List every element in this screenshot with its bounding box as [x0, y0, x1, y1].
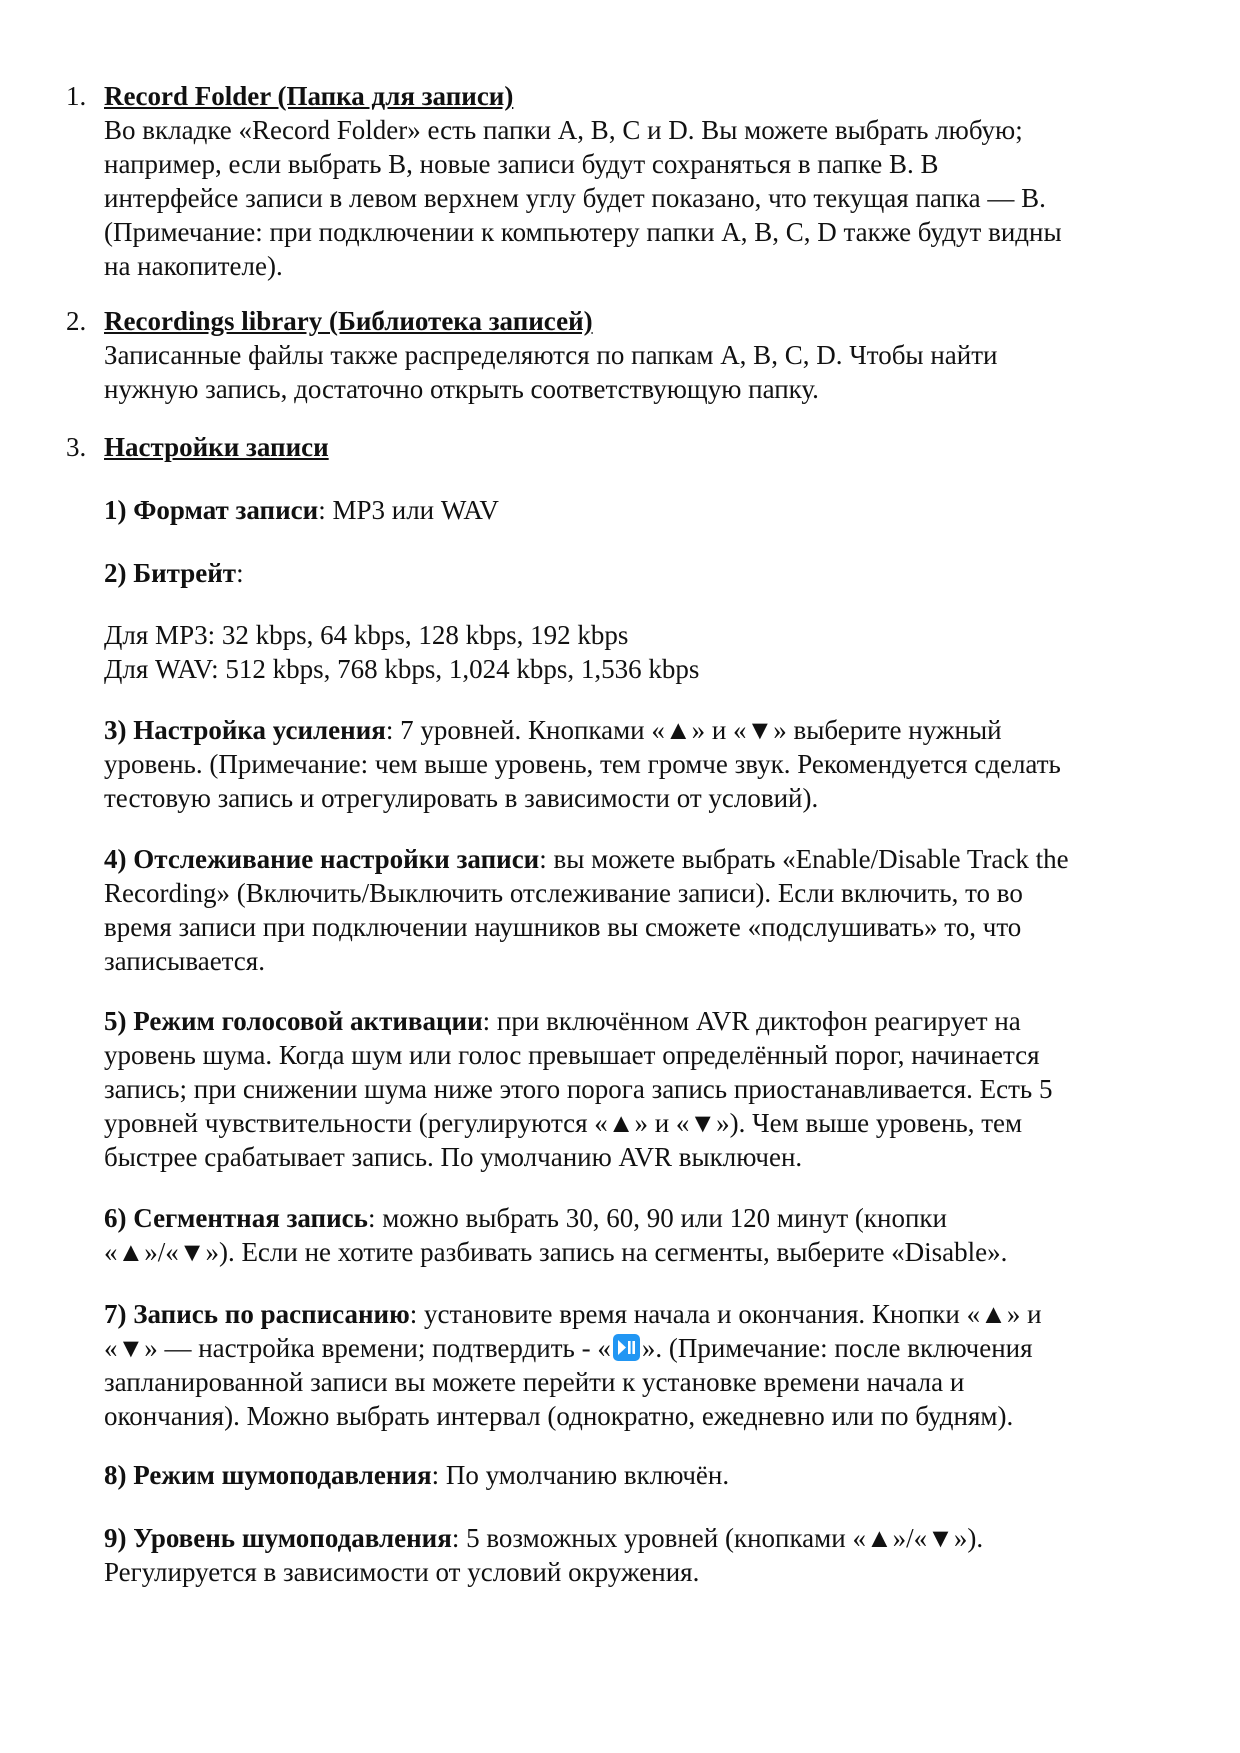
bitrate-values: [104, 618, 1184, 686]
setting-noise-reduction-level: [104, 1521, 1184, 1589]
text-line: окончания). Можно выбрать интервал (однократно, ежедневно или по будням).: [104, 1401, 1014, 1431]
text-line: уровень. (Примечание: чем выше уровень, тем громче звук. Рекомендуется сделать: [104, 749, 1061, 779]
setting-text: : 5 возможных уровней (кнопками «▲»/«▼»).: [451, 1523, 984, 1553]
setting-schedule: [104, 1297, 1184, 1433]
setting-title: 7) Запись по расписанию: [104, 1299, 410, 1329]
setting-text: : По умолчанию включён.: [431, 1460, 730, 1490]
setting-title: 2) Битрейт: [104, 558, 237, 588]
bitrate-wav: Для WAV: 512 kbps, 768 kbps, 1,024 kbps, 1,536 kbps: [104, 654, 700, 684]
setting-text: : MP3 или WAV: [318, 495, 499, 525]
text-line: «▲»/«▼»). Если не хотите разбивать запись на сегменты, выберите «Disable».: [104, 1237, 1008, 1267]
list-number: 3.: [66, 432, 87, 462]
setting-title: 3) Настройка усиления: [104, 715, 386, 745]
setting-tracking: [104, 842, 1184, 978]
text-line: запись; при снижении шума ниже этого порога запись приостанавливается. Есть 5: [104, 1074, 1053, 1104]
setting-title: 6) Сегментная запись: [104, 1203, 368, 1233]
text-line: Recording» (Включить/Выключить отслеживание записи). Если включить, то во: [104, 878, 1023, 908]
setting-title: 4) Отслеживание настройки записи: [104, 844, 540, 874]
text-line: уровней чувствительности (регулируются «▲» и «▼»). Чем выше уровень, тем: [104, 1108, 1023, 1138]
section-paragraph: [104, 338, 1224, 406]
section-heading: Recordings library (Библиотека записей): [104, 306, 593, 336]
text-line: Во вкладке «Record Folder» есть папки A, B, C и D. Вы можете выбрать любую;: [104, 115, 1023, 145]
setting-text: : при включённом AVR диктофон реагирует на: [482, 1006, 1021, 1036]
setting-title: 8) Режим шумоподавления: [104, 1460, 432, 1490]
setting-text: : 7 уровней. Кнопками «▲» и «▼» выберите нужный: [385, 715, 1002, 745]
text-line: запланированной записи вы можете перейти к установке времени начала и: [104, 1367, 965, 1397]
list-number: 2.: [66, 306, 87, 336]
text-fragment: «▼» — настройка времени; подтвердить - «: [104, 1333, 611, 1363]
text-line: Регулируется в зависимости от условий окружения.: [104, 1557, 700, 1587]
text-line: записывается.: [104, 946, 265, 976]
section-heading: Record Folder (Папка для записи): [104, 81, 514, 111]
text-line: уровень шума. Когда шум или голос превышает определённый порог, начинается: [104, 1040, 1040, 1070]
text-line: на накопителе).: [104, 251, 283, 281]
setting-text: : вы можете выбрать «Enable/Disable Track the: [539, 844, 1069, 874]
setting-noise-reduction-mode: [104, 1458, 1184, 1492]
setting-format: [104, 493, 1184, 527]
text-fragment: ». (Примечание: после включения: [641, 1333, 1033, 1363]
text-line: интерфейсе записи в левом верхнем углу будет показано, что текущая папка — B.: [104, 183, 1046, 213]
setting-text: : установите время начала и окончания. Кнопки «▲» и: [409, 1299, 1042, 1329]
setting-title: 9) Уровень шумоподавления: [104, 1523, 452, 1553]
setting-gain: [104, 713, 1184, 815]
text-line: например, если выбрать B, новые записи будут сохраняться в папке B. В: [104, 149, 939, 179]
text-line: тестовую запись и отрегулировать в зависимости от условий).: [104, 783, 819, 813]
text-line: нужную запись, достаточно открыть соответствующую папку.: [104, 374, 819, 404]
play-pause-icon: [613, 1334, 640, 1361]
section-paragraph: [104, 113, 1224, 283]
setting-segment: [104, 1201, 1184, 1269]
setting-text: : можно выбрать 30, 60, 90 или 120 минут (кнопки: [367, 1203, 947, 1233]
text-line: Записанные файлы также распределяются по папкам A, B, C, D. Чтобы найти: [104, 340, 998, 370]
text-line: время записи при подключении наушников вы сможете «подслушивать» то, что: [104, 912, 1022, 942]
setting-bitrate: [104, 556, 1184, 590]
setting-title: 1) Формат записи: [104, 495, 319, 525]
bitrate-mp3: Для MP3: 32 kbps, 64 kbps, 128 kbps, 192 kbps: [104, 620, 629, 650]
section-heading: Настройки записи: [104, 432, 329, 462]
setting-text: :: [236, 558, 244, 588]
setting-voice-activation: [104, 1004, 1184, 1174]
list-number: 1.: [66, 81, 87, 111]
text-line: быстрее срабатывает запись. По умолчанию AVR выключен.: [104, 1142, 803, 1172]
setting-title: 5) Режим голосовой активации: [104, 1006, 483, 1036]
text-line: (Примечание: при подключении к компьютеру папки A, B, C, D также будут видны: [104, 217, 1062, 247]
